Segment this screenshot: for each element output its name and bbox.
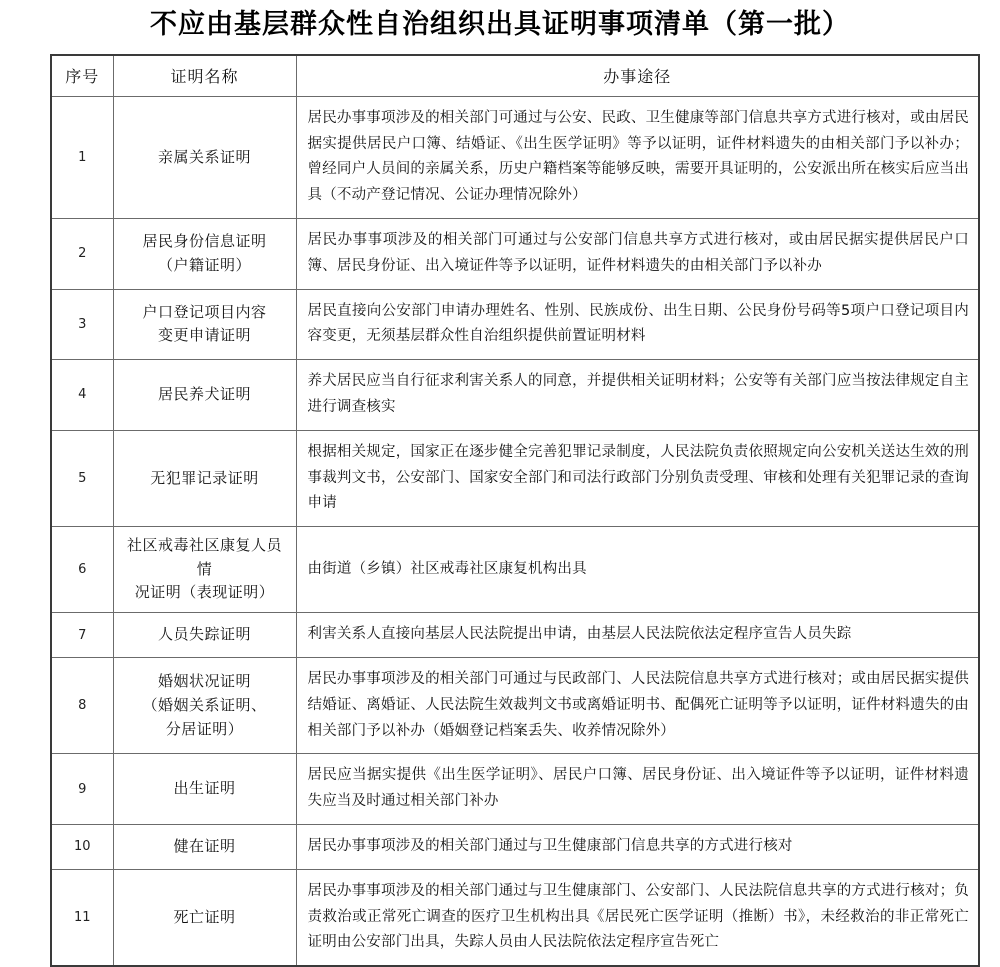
table-row (51, 360, 979, 431)
row-index-cell: 10 (51, 824, 113, 869)
certificate-list-table (50, 54, 980, 967)
processing-route-cell: 居民办事事项涉及的相关部门可通过与公安部门信息共享方式进行核对，或由居民据实提供居民户口簿、居民身份证、出入境证件等予以证明，证件材料遗失的由相关部门予以补办 (296, 218, 979, 289)
processing-route-cell: 居民办事事项涉及的相关部门通过与卫生健康部门、公安部门、人民法院信息共享的方式进行核对；负责救治或正常死亡调查的医疗卫生机构出具《居民死亡医学证明（推断）书》，未经救治的非正常死亡证明由公安部门出具，失踪人员由人民法院依法定程序宣告死亡 (296, 869, 979, 966)
certificate-name-line: 居民身份信息证明 (142, 232, 267, 251)
table-row (51, 824, 979, 869)
certificate-name-line: 居民养犬证明 (157, 385, 251, 404)
table-row (51, 289, 979, 360)
certificate-name-line: 分居证明） (165, 719, 244, 738)
table-row (51, 754, 979, 825)
certificate-name-line: （户籍证明） (157, 255, 251, 274)
processing-route-cell: 居民应当据实提供《出生医学证明》、居民户口簿、居民身份证、出入境证件等予以证明，证件材料遗失应当及时通过相关部门补办 (296, 754, 979, 825)
row-index-cell: 4 (51, 360, 113, 431)
row-index-cell: 7 (51, 613, 113, 658)
table-row (51, 527, 979, 613)
processing-route-cell: 根据相关规定，国家正在逐步健全完善犯罪记录制度，人民法院负责依照规定向公安机关送达生效的刑事裁判文书，公安部门、国家安全部门和司法行政部门分别负责受理、审核和处理有关犯罪记录的查询申请 (296, 430, 979, 526)
certificate-name-line: 况证明（表现证明） (134, 583, 275, 602)
processing-route-cell: 居民办事事项涉及的相关部门可通过与公安、民政、卫生健康等部门信息共享方式进行核对，或由居民据实提供居民户口簿、结婚证、《出生医学证明》等予以证明，证件材料遗失的由相关部门予以补办；曾经同户人员间的亲属关系，历史户籍档案等能够反映，需要开具证明的，公安派出所在核实后应当出具（不动产登记情况、公证办理情况除外） (296, 96, 979, 218)
row-index-cell: 3 (51, 289, 113, 360)
processing-route-cell: 由街道（乡镇）社区戒毒社区康复机构出具 (296, 527, 979, 613)
table-row (51, 430, 979, 526)
table-header (51, 55, 979, 97)
table-body (51, 96, 979, 966)
row-index-cell: 11 (51, 869, 113, 966)
row-index-cell: 1 (51, 96, 113, 218)
certificate-name-line: 变更申请证明 (157, 326, 251, 345)
row-index-cell: 2 (51, 218, 113, 289)
certificate-name-line: 健在证明 (173, 837, 236, 855)
certificate-name-line: 婚姻状况证明 (157, 672, 251, 691)
certificate-name-line: 户口登记项目内容 (142, 302, 267, 321)
processing-route-cell: 居民办事事项涉及的相关部门通过与卫生健康部门信息共享的方式进行核对 (296, 824, 979, 869)
processing-route-cell: 利害关系人直接向基层人民法院提出申请，由基层人民法院依法定程序宣告人员失踪 (296, 613, 979, 658)
certificate-name-line: 人员失踪证明 (157, 625, 251, 644)
table-row (51, 613, 979, 658)
row-index-cell: 8 (51, 657, 113, 753)
processing-route-cell: 居民直接向公安部门申请办理姓名、性别、民族成份、出生日期、公民身份号码等5项户口登记项目内容变更，无须基层群众性自治组织提供前置证明材料 (296, 289, 979, 360)
certificate-name-cell (113, 824, 296, 869)
table-row (51, 869, 979, 966)
column-header-name: 证明名称 (113, 55, 296, 97)
certificate-name-line: 无犯罪记录证明 (150, 468, 259, 487)
row-index-cell: 9 (51, 754, 113, 825)
certificate-list-table-wrapper (50, 54, 978, 967)
table-row (51, 96, 979, 218)
page-title: 不应由基层群众性自治组织出具证明事项清单（第一批） (150, 9, 850, 40)
certificate-name-line: 亲属关系证明 (157, 147, 251, 166)
certificate-name-cell (113, 218, 296, 289)
certificate-name-cell (113, 430, 296, 526)
certificate-name-line: 出生证明 (173, 779, 236, 798)
table-header-row (51, 55, 979, 97)
certificate-name-cell (113, 613, 296, 658)
row-index-cell: 6 (51, 527, 113, 613)
certificate-name-cell (113, 527, 296, 613)
certificate-name-cell (113, 869, 296, 966)
certificate-name-line: 社区戒毒社区康复人员情 (126, 536, 282, 578)
column-header-no: 序号 (51, 55, 113, 97)
processing-route-cell: 居民办事事项涉及的相关部门可通过与民政部门、人民法院信息共享方式进行核对；或由居民据实提供结婚证、离婚证、人民法院生效裁判文书或离婚证明书、配偶死亡证明等予以证明，证件材料遗失的由相关部门予以补办（婚姻登记档案丢失、收养情况除外） (296, 657, 979, 753)
table-row (51, 657, 979, 753)
certificate-name-cell (113, 96, 296, 218)
certificate-name-cell (113, 754, 296, 825)
certificate-name-cell (113, 360, 296, 431)
column-header-route: 办事途径 (296, 55, 979, 97)
certificate-name-cell (113, 657, 296, 753)
row-index-cell: 5 (51, 430, 113, 526)
certificate-name-cell (113, 289, 296, 360)
processing-route-cell: 养犬居民应当自行征求利害关系人的同意，并提供相关证明材料；公安等有关部门应当按法律规定自主进行调查核实 (296, 360, 979, 431)
certificate-name-line: 死亡证明 (173, 907, 236, 926)
certificate-name-line: （婚姻关系证明、 (142, 695, 267, 714)
table-row (51, 218, 979, 289)
